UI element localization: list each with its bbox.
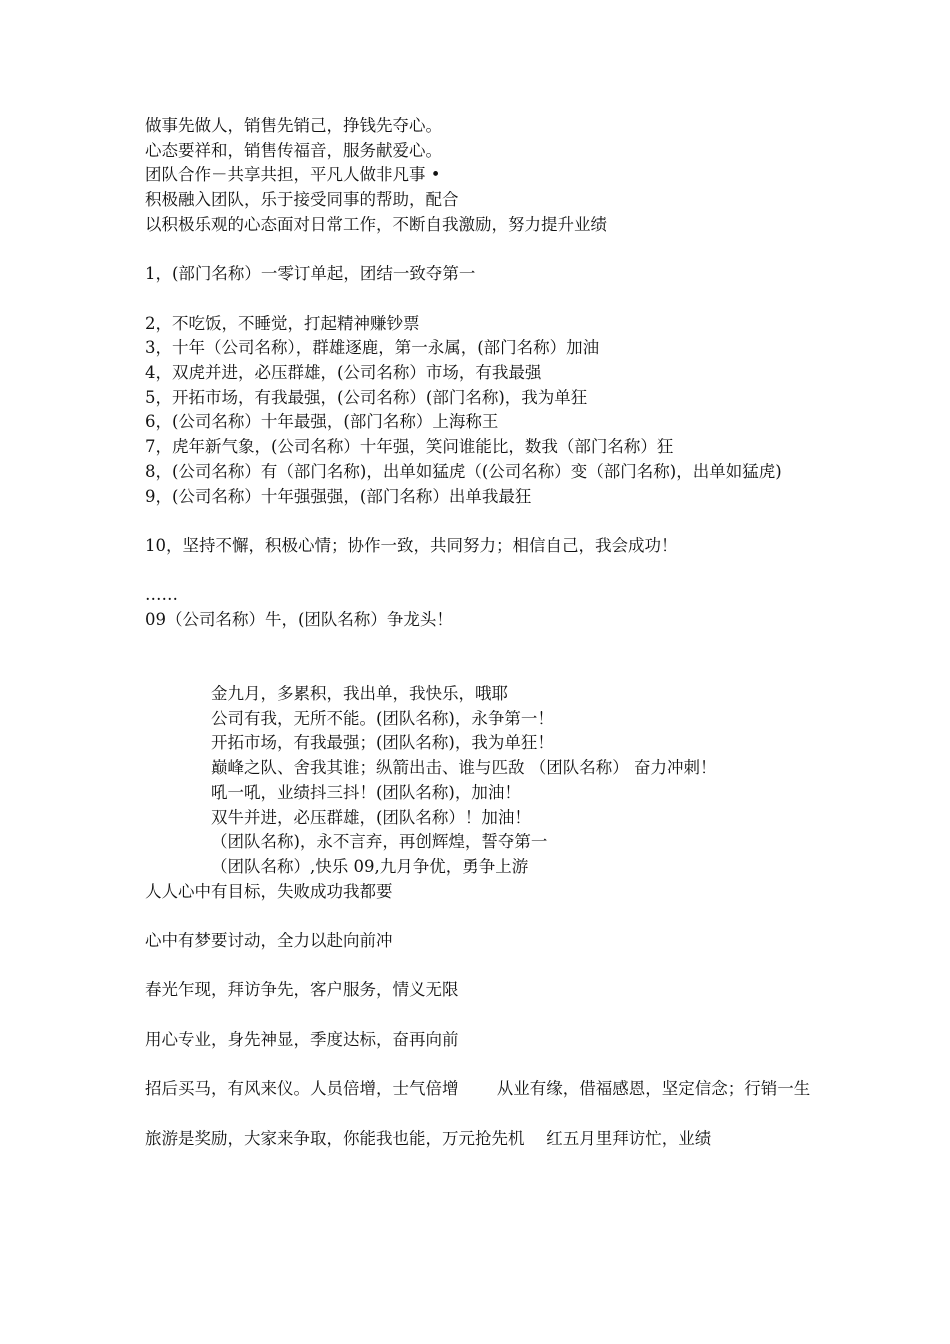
document-body	[145, 114, 813, 1151]
slogan-item: 7，虎年新气象，(公司名称）十年强，笑问谁能比，数我（部门名称）狂	[145, 437, 674, 457]
text-line: 团队合作－共享共担，平凡人做非凡事 •	[145, 165, 441, 185]
blank-line	[145, 509, 813, 534]
text-line: 积极融入团队，乐于接受同事的帮助，配合	[145, 190, 459, 210]
slogan-item: 1，(部门名称）一零订单起，团结一致夺第一	[145, 264, 476, 284]
indented-slogan: 金九月，多累积，我出单，我快乐，哦耶	[211, 684, 508, 704]
slogan-item: 2，不吃饭，不睡觉，打起精神赚钞票	[145, 313, 420, 333]
slogan-item: 8，(公司名称）有（部门名称)，出单如猛虎（(公司名称）变（部门名称)，出单如猛虎)	[145, 461, 782, 481]
text-line: 做事先做人，销售先销己，挣钱先夺心。	[145, 116, 442, 135]
text-line: 以积极乐观的心态面对日常工作，不断自我激励，努力提升业绩	[145, 214, 607, 234]
blank-line	[145, 1102, 813, 1127]
indented-slogan: 巅峰之队、舍我其谁；纵箭出击、谁与匹敌 （团队名称） 奋力冲刺！	[211, 758, 717, 778]
blank-line	[145, 1053, 813, 1078]
text-line: 心态要祥和，销售传福音，服务献爱心。	[145, 140, 442, 160]
text-line: 旅游是奖励，大家来争取，你能我也能，万元抢先机 红五月里拜访忙，业绩	[145, 1128, 712, 1148]
blank-line	[145, 559, 813, 584]
blank-line	[145, 1003, 813, 1028]
slogan-item: 09（公司名称）牛，(团队名称）争龙头！	[145, 610, 453, 629]
blank-line	[145, 238, 813, 263]
blank-line	[145, 954, 813, 979]
text-line: 心中有梦要讨动，全力以赴向前冲	[145, 931, 393, 951]
text-line: 用心专业，身先神显，季度达标，奋再向前	[145, 1029, 459, 1049]
slogan-item: 6，(公司名称）十年最强，(部门名称）上海称王	[145, 412, 499, 432]
slogan-item: 5，开拓市场，有我最强，(公司名称）(部门名称)，我为单狂	[145, 387, 588, 407]
indented-slogan: 吼一吼，业绩抖三抖！(团队名称)，加油！	[211, 782, 521, 802]
slogan-item: 10，坚持不懈，积极心情；协作一致，共同努力；相信自己，我会成功！	[145, 535, 678, 555]
slogan-item: 4，双虎并进，必压群雄，(公司名称）市场，有我最强	[145, 363, 542, 382]
indented-slogan: （团队名称）,快乐 09,九月争优，勇争上游	[211, 857, 529, 876]
indented-slogan: 开拓市场，有我最强；(团队名称)，我为单狂！	[211, 733, 554, 753]
text-line: 春光乍现，拜访争先，客户服务，情义无限	[145, 980, 459, 1000]
blank-line	[145, 633, 813, 658]
text-line: 招后买马，有风来仪。人员倍增，士气倍增 从业有缘，借福感恩，坚定信念；行销一生	[145, 1079, 811, 1099]
indented-slogan: 双牛并进，必压群雄，(团队名称）！加油！	[211, 807, 531, 827]
blank-line	[145, 287, 813, 312]
indented-slogan: （团队名称)，永不言弃，再创辉煌，誓夺第一	[211, 832, 548, 852]
blank-line	[145, 904, 813, 929]
slogan-item: 9，(公司名称）十年强强强，(部门名称）出单我最狂	[145, 486, 532, 506]
blank-line	[145, 657, 813, 682]
text-line: 人人心中有目标，失败成功我都要	[145, 881, 393, 901]
indented-slogan: 公司有我，无所不能。(团队名称)，永争第一！	[211, 708, 554, 728]
ellipsis-line: ……	[145, 585, 178, 605]
slogan-item: 3，十年（公司名称），群雄逐鹿，第一永属，(部门名称）加油	[145, 338, 600, 358]
